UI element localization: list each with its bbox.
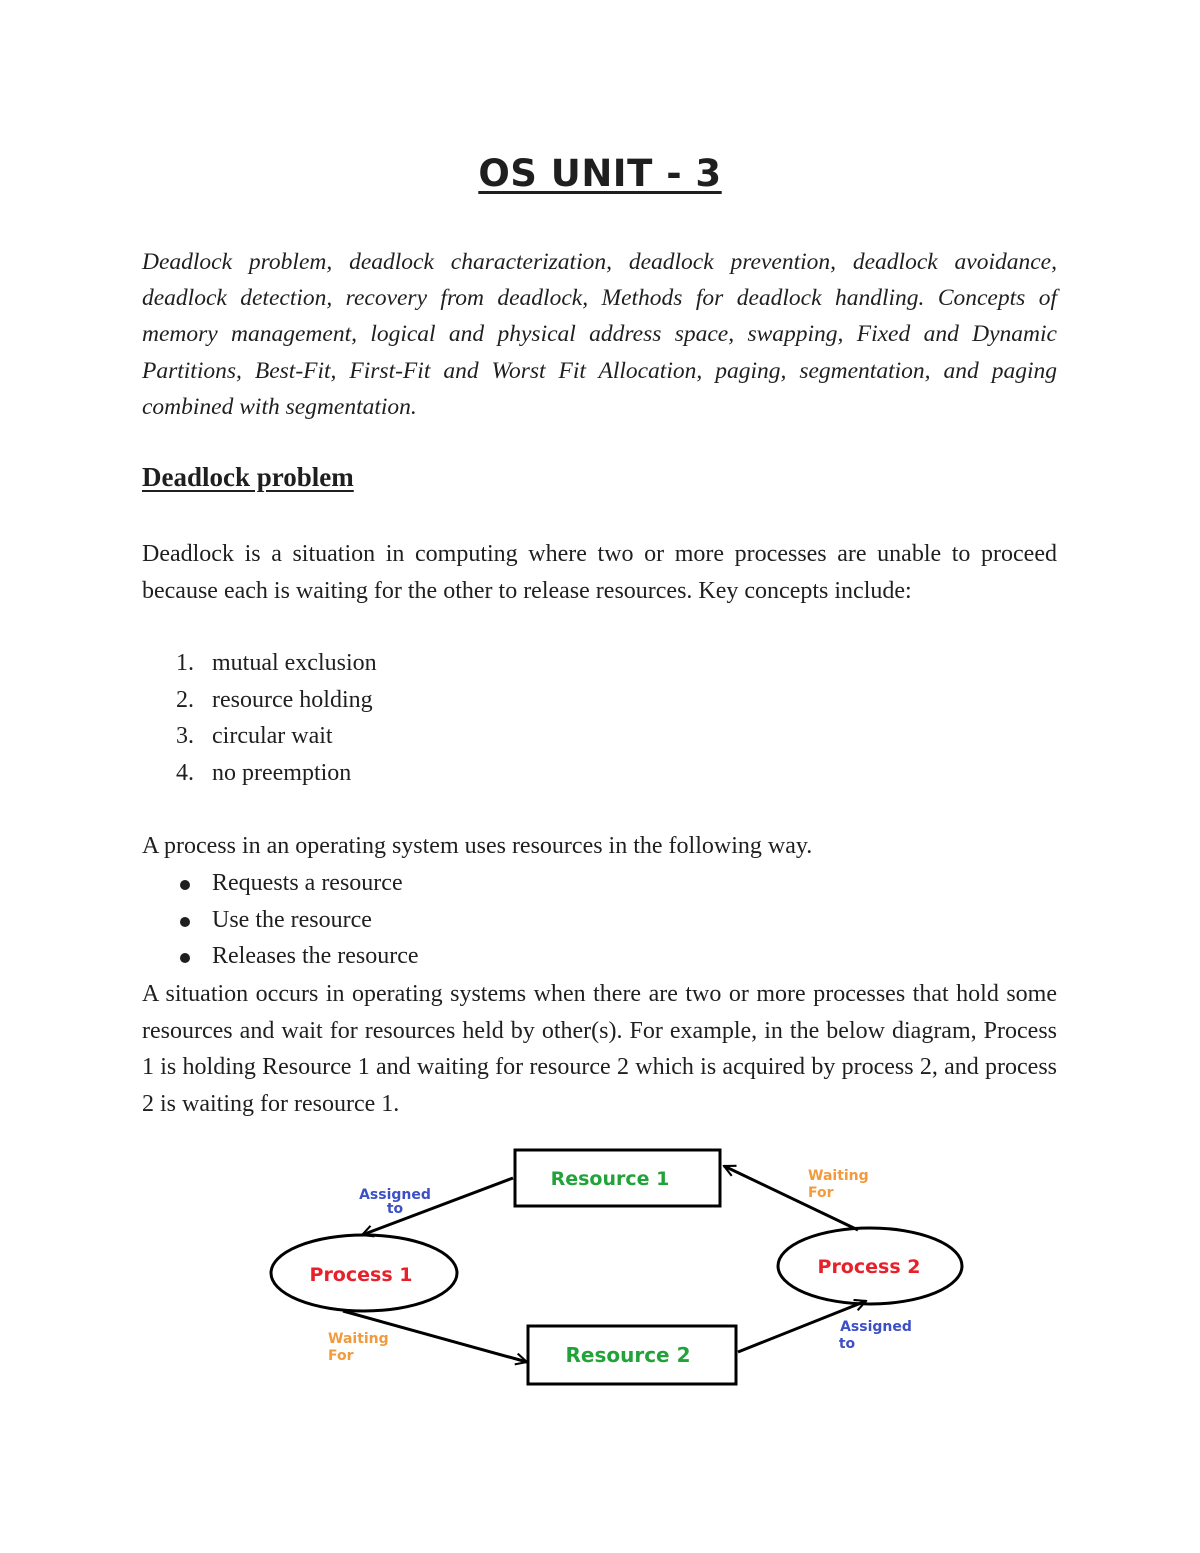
waiting-label-2: Waiting	[328, 1331, 389, 1347]
list-item-text: resource holding	[212, 686, 373, 713]
list-item-text: circular wait	[212, 723, 333, 750]
example-paragraph: A situation occurs in operating systems when there are two or more processes that hold some resources and wait for resources held by other(s). For example, in the below diagram, Process 1 is holding Resource 1 and waiting for resource 2 which is acquired by process 2, and process 2 is waiting for resource 1.	[142, 981, 1057, 1117]
assigned-label-1: Assigned	[359, 1187, 431, 1203]
process-2-label: Process 2	[817, 1256, 921, 1278]
process-1-label: Process 1	[309, 1264, 413, 1286]
assigned-label-2: Assigned	[840, 1319, 912, 1335]
list-number: 1.	[176, 650, 194, 676]
list-number: 4.	[176, 760, 194, 787]
waiting-for-label-2: For	[328, 1348, 354, 1364]
resource-2-label: Resource 2	[565, 1343, 691, 1367]
deadlock-intro-paragraph: Deadlock is a situation in computing where two or more processes are unable to proceed because each is waiting for the other to release resources. Key concepts include:	[142, 541, 1057, 604]
waiting-label-1: Waiting	[808, 1168, 869, 1184]
list-item-text: Releases the resource	[212, 943, 419, 970]
assigned-to-label-1: to	[386, 1201, 404, 1217]
list-number: 3.	[176, 723, 194, 750]
list-item-text: Requests a resource	[212, 870, 403, 896]
usage-intro-paragraph: A process in an operating system uses resources in the following way.	[142, 833, 813, 859]
list-number: 2.	[176, 686, 194, 713]
syllabus-paragraph: Deadlock problem, deadlock characterization, deadlock prevention, deadlock avoidance, deadlock detection, recovery from deadlock, Methods for deadlock handling. Concepts of memory management, logical and physical address space, swapping, Fixed and Dynamic Partitions, Best-Fit, First-Fit and Worst Fit Allocation, paging, segmentation, and paging combined with segmentation.	[142, 249, 1057, 420]
waiting-for-label-1: For	[808, 1185, 834, 1201]
list-item-text: mutual exclusion	[212, 650, 377, 676]
list-item-text: Use the resource	[212, 906, 372, 933]
assigned-to-label-2: to	[838, 1336, 856, 1352]
page-title-text: OS UNIT - 3	[478, 152, 722, 195]
resource-1-label: Resource 1	[550, 1168, 670, 1190]
list-item-text: no preemption	[212, 760, 352, 787]
section-heading: Deadlock problem	[142, 462, 354, 492]
